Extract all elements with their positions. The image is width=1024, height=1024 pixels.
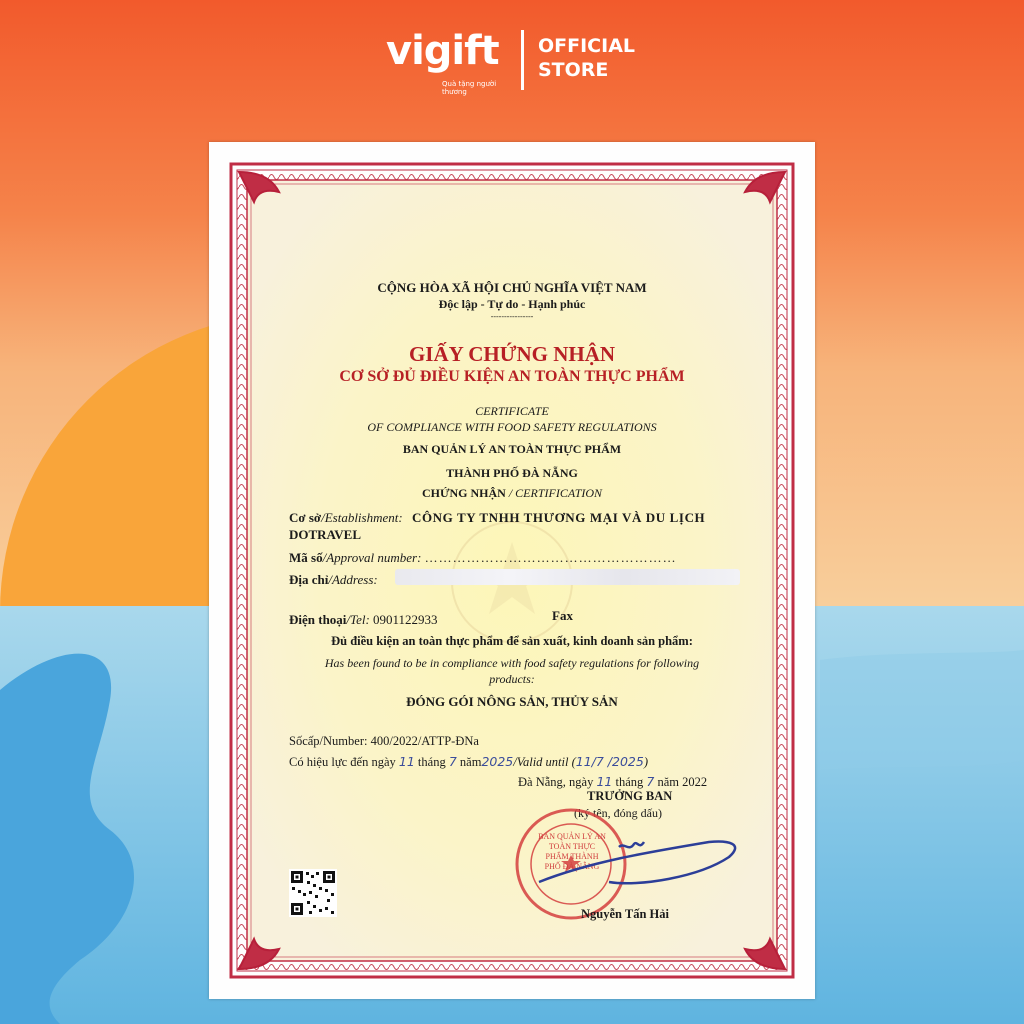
establishment-value-2: DOTRAVEL (289, 527, 362, 542)
place-date-row (518, 774, 707, 790)
brand-header (386, 24, 656, 104)
number-label: Sốcấp/Number: (289, 734, 368, 748)
valid-month-label: tháng (417, 755, 446, 769)
phone-row (289, 612, 438, 628)
valid-until-label: /Valid until ( (513, 755, 576, 769)
brand-logo: vigift (386, 28, 499, 74)
stamp-text: BAN QUẢN LÝ AN TOÀN THỰC PHẨM THÀNH PHỐ ĐÀ NẴNG (538, 832, 606, 871)
english-title-1: CERTIFICATE (475, 404, 549, 418)
nation-motto: Độc lập - Tự do - Hạnh phúc (438, 297, 586, 311)
establishment-value: CÔNG TY TNHH THƯƠNG MẠI VÀ DU LỊCH (411, 510, 706, 525)
valid-year: 2025 (481, 754, 514, 769)
phone-label-en: /Tel: (346, 612, 370, 627)
authority-line-2: THÀNH PHỐ ĐÀ NẴNG (446, 466, 578, 480)
approval-row (289, 550, 677, 566)
validity-row (289, 754, 648, 770)
fax-label: Fax (552, 608, 573, 623)
qr-code (289, 869, 337, 917)
number-row (289, 734, 479, 749)
signature (529, 822, 759, 902)
address-row (289, 572, 378, 588)
nation-title: CỘNG HÒA XÃ HỘI CHỦ NGHĨA VIỆT NAM (377, 280, 647, 295)
brand-store-label: OFFICIAL STORE (538, 35, 636, 81)
eligibility-en-2: products: (489, 672, 535, 686)
approval-dots: ……………………………………………… (424, 550, 677, 565)
brand-tagline: Quà tặng người thương (442, 80, 497, 96)
address-label-en: /Address: (328, 572, 378, 587)
establishment-label-en: /Establishment: (321, 510, 403, 525)
address-label: Địa chỉ (289, 572, 329, 587)
certification-vn: CHỨNG NHẬN (421, 486, 506, 500)
certificate-content (209, 142, 815, 999)
place-year: năm 2022 (657, 775, 708, 789)
place-day: 11 (596, 774, 613, 789)
signer-name: Nguyễn Tấn Hải (581, 907, 669, 921)
valid-label: Có hiệu lực đến ngày (289, 755, 396, 769)
authority-line-1: BAN QUẢN LÝ AN TOÀN THỰC PHẨM (402, 442, 622, 456)
english-title-2: OF COMPLIANCE WITH FOOD SAFETY REGULATIONS (367, 420, 657, 434)
place-date-label: Đà Nẵng, ngày (518, 775, 594, 789)
approval-label: Mã số (289, 550, 323, 565)
signer-title: TRƯỞNG BAN (587, 789, 673, 803)
eligibility-en-1: Has been found to be in compliance with food safety regulations for following (324, 656, 700, 670)
motto-separator: ---------------- (490, 312, 534, 321)
brand-divider (521, 30, 524, 90)
address-redacted (395, 569, 740, 585)
number-value: 400/2022/ATTP-ĐNa (370, 734, 479, 748)
eligibility-vn: Đủ điều kiện an toàn thực phẩm để sản xuất, kinh doanh sản phẩm: (331, 634, 693, 648)
approval-label-en: /Approval number: (322, 550, 422, 565)
valid-year-label: năm (459, 755, 482, 769)
valid-until-close: ) (643, 755, 648, 769)
place-month-label: tháng (615, 775, 644, 789)
valid-until-value: 11/7 /2025 (575, 754, 644, 769)
place-month: 7 (646, 774, 655, 789)
sea-streak (820, 650, 1024, 770)
establishment-label: Cơ sở (289, 510, 322, 525)
establishment-row (289, 510, 705, 526)
products-value: ĐÓNG GÓI NÔNG SẢN, THỦY SẢN (406, 694, 618, 709)
phone-value: 0901122933 (373, 612, 438, 627)
phone-label: Điện thoại (289, 612, 347, 627)
valid-day: 11 (398, 754, 415, 769)
certificate-title: GIẤY CHỨNG NHẬN (408, 342, 616, 366)
signer-note: (ký tên, đóng dấu) (574, 806, 662, 820)
certification-heading (209, 486, 815, 501)
certificate-paper (209, 142, 815, 999)
certification-en: / CERTIFICATION (508, 486, 603, 500)
valid-month: 7 (448, 754, 457, 769)
certificate-subtitle: CƠ SỞ ĐỦ ĐIỀU KIỆN AN TOÀN THỰC PHẨM (339, 368, 685, 385)
